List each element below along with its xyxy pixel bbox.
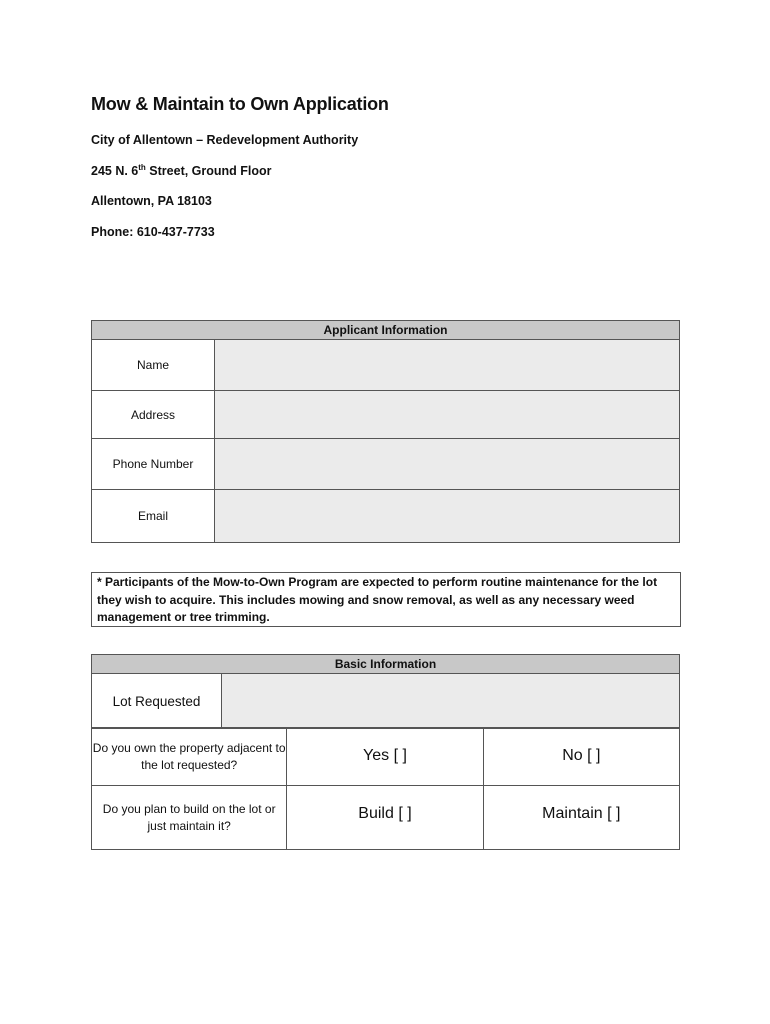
email-field[interactable] [215,490,680,543]
address-label: Address [92,391,215,439]
applicant-table [91,320,680,543]
lot-requested-label: Lot Requested [92,674,222,729]
phone-number-label: Phone Number [92,439,215,490]
build-option[interactable]: Build [ ] [287,786,483,850]
no-option[interactable]: No [ ] [483,728,679,786]
phone-number-field[interactable] [215,439,680,490]
email-label: Email [92,490,215,543]
lot-requested-field[interactable] [222,674,680,729]
page-title: Mow & Maintain to Own Application [91,94,389,114]
address-field[interactable] [215,391,680,439]
name-field[interactable] [215,340,680,391]
street-address [91,164,272,178]
street-ordinal: th [138,162,146,172]
city-line: Allentown, PA 18103 [91,194,212,208]
street-prefix: 245 N. 6 [91,164,139,178]
basic-heading: Basic Information [92,655,680,674]
build-or-maintain-question: Do you plan to build on the lot or just maintain it? [92,786,287,850]
basic-info-table [91,654,680,729]
applicant-heading: Applicant Information [92,321,680,340]
own-adjacent-question: Do you own the property adjacent to the lot requested? [92,728,287,786]
maintain-option[interactable]: Maintain [ ] [483,786,679,850]
phone-line: Phone: 610-437-7733 [91,225,215,239]
program-note: * Participants of the Mow-to-Own Program are expected to perform routine maintenance for the lot they wish to acquire. This includes mowing and snow removal, as well as any necessary weed management or tree trimming. [91,572,681,627]
questions-table [91,727,680,850]
street-suffix: Street, Ground Floor [145,164,272,178]
name-label: Name [92,340,215,391]
org-name: City of Allentown – Redevelopment Authority [91,133,359,147]
yes-option[interactable]: Yes [ ] [287,728,483,786]
